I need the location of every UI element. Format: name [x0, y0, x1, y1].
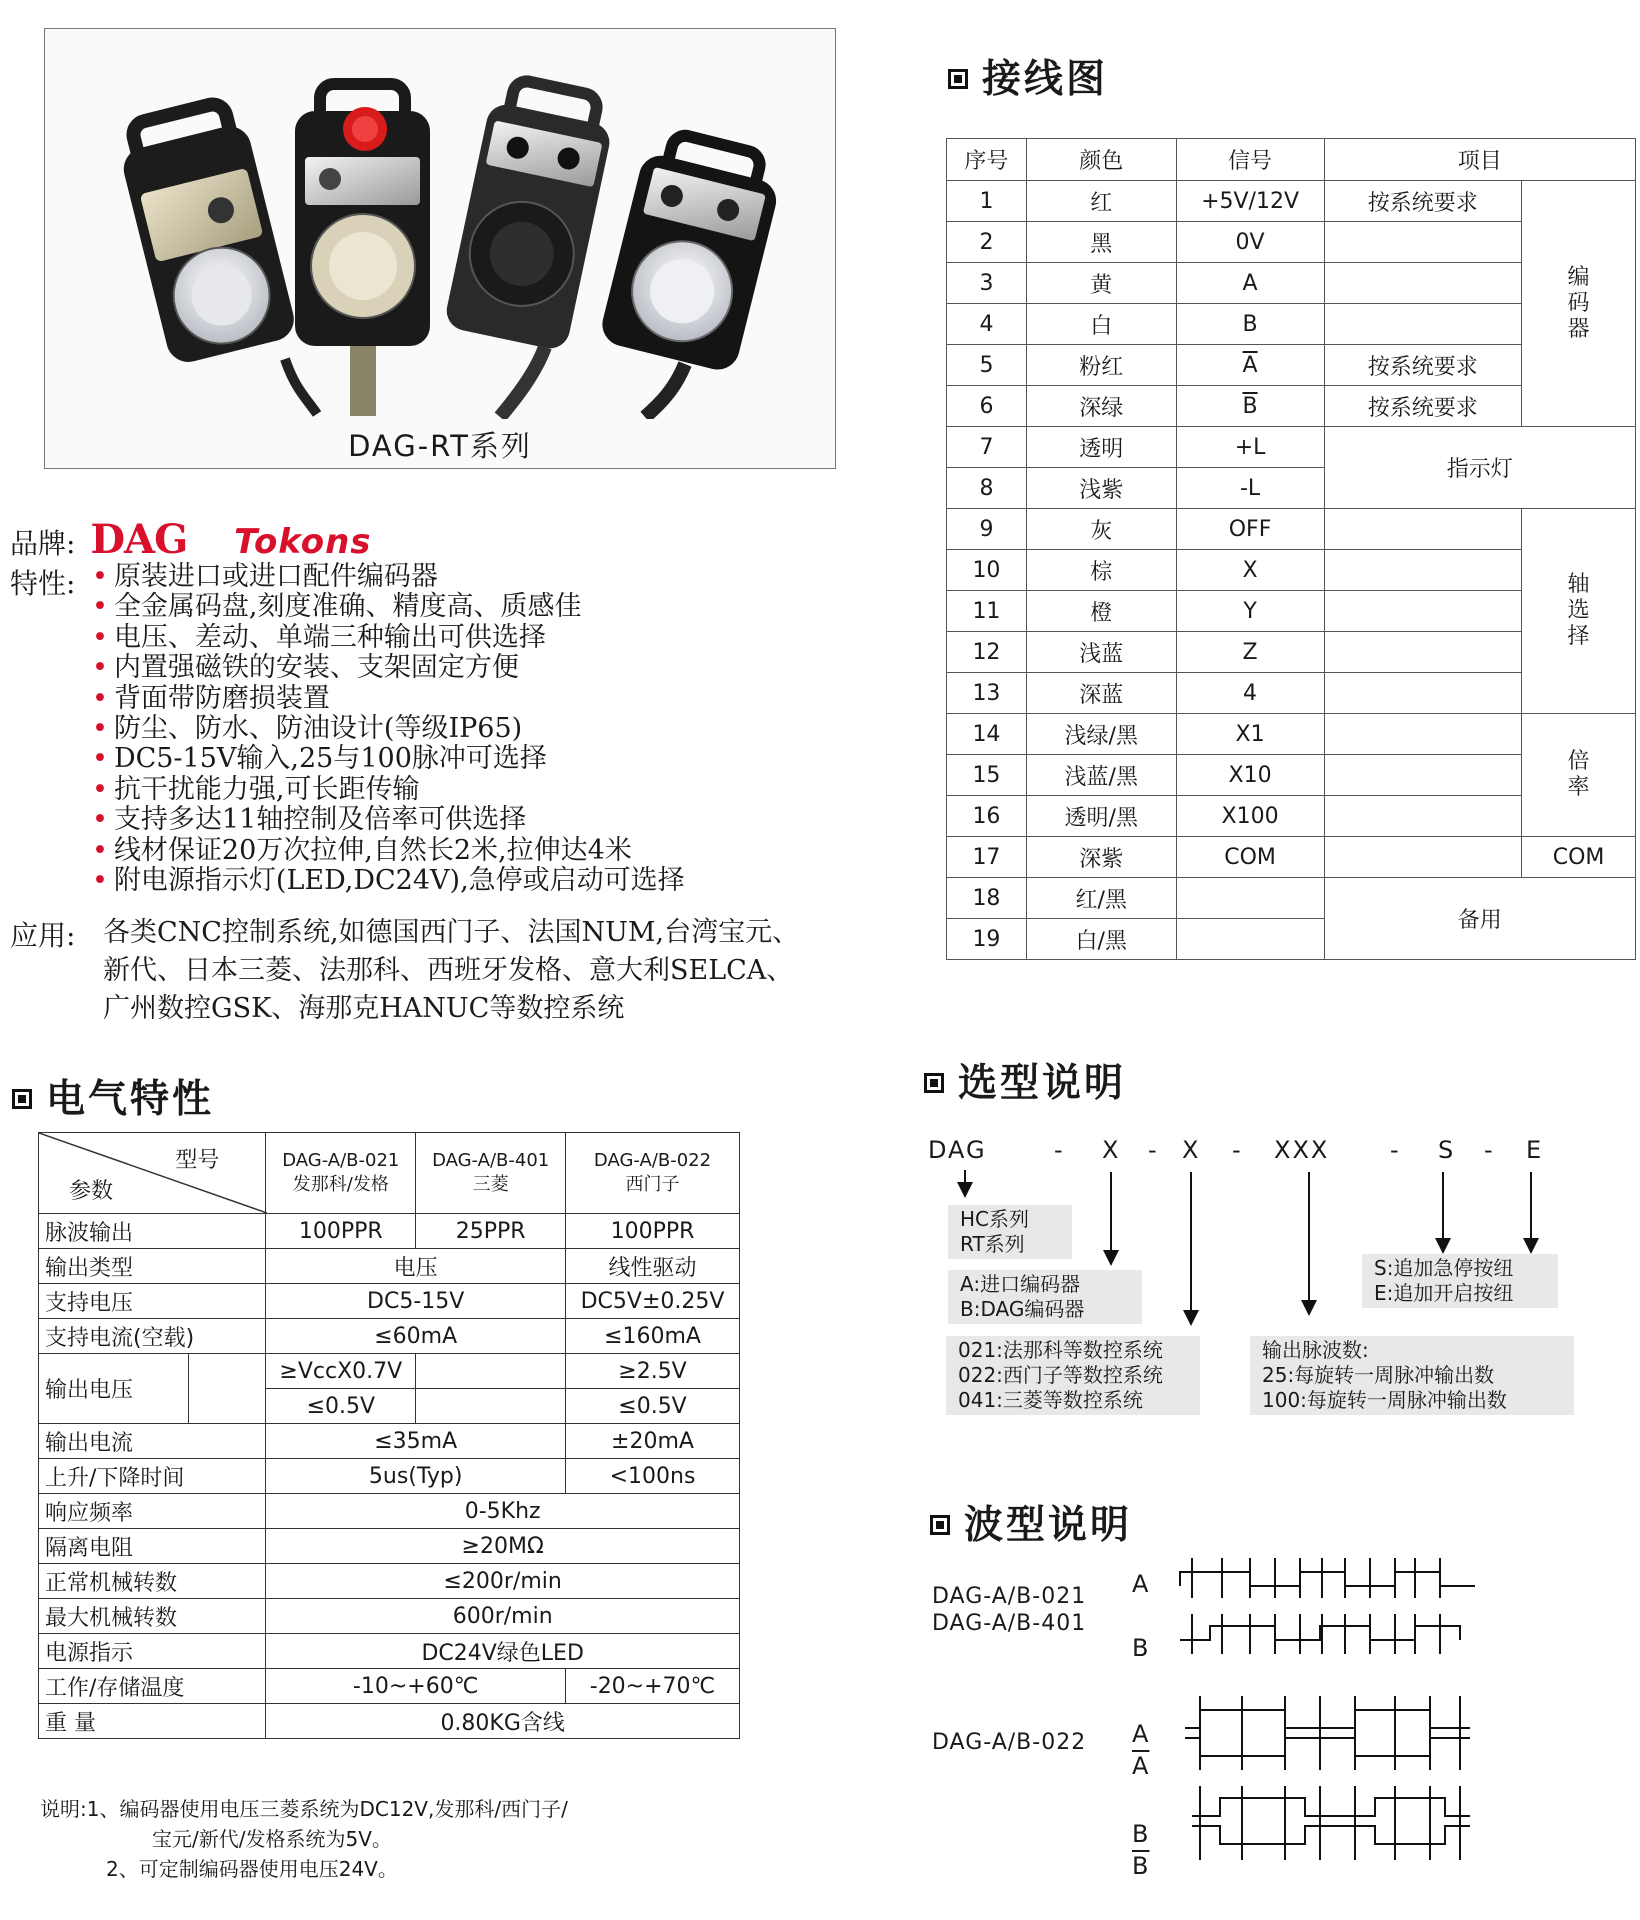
electrical-section-title — [12, 1068, 214, 1124]
signal-b-bar: $\overline{B}$ — [1242, 393, 1258, 419]
arrow-down-icon — [964, 1170, 966, 1184]
table-row — [39, 1249, 740, 1284]
param-label: 输出电压 — [39, 1354, 189, 1424]
code-part: - — [1232, 1136, 1243, 1164]
dag-logo: DAG — [90, 516, 188, 563]
table-row — [39, 1354, 740, 1389]
table-row — [39, 1634, 740, 1669]
table-row: 3 黄 A — [947, 263, 1636, 304]
code-part: - — [1484, 1136, 1495, 1164]
table-row: 17 深紫 COM COM — [947, 837, 1636, 878]
table-row — [39, 1669, 740, 1704]
table-row — [39, 1319, 740, 1354]
arrow-down-icon — [1308, 1172, 1310, 1302]
param-label: 响应频率 — [39, 1494, 266, 1529]
value-cell: 0.80KG含线 — [266, 1704, 740, 1739]
value-cell: ≤35mA — [266, 1424, 566, 1459]
wave-signal-label: $\overline{B}$ — [1132, 1852, 1150, 1880]
list-item: • 抗干扰能力强,可长距传输 — [92, 775, 685, 805]
signal-a-bar: $\overline{A}$ — [1242, 352, 1258, 378]
value-cell: <100ns — [566, 1459, 740, 1494]
handwheel-pendants-image — [45, 29, 835, 419]
note-line: 1、编码器使用电压三菱系统为DC12V,发那科/西门子/ — [86, 1797, 568, 1821]
table-row — [39, 1494, 740, 1529]
application-line: 各类CNC控制系统,如德国西门子、法国NUM,台湾宝元、 — [103, 917, 800, 948]
photo-caption: DAG-RT系列 — [348, 429, 532, 463]
code-part: S — [1438, 1136, 1456, 1164]
notes — [40, 1794, 568, 1884]
arrow-down-icon — [1110, 1172, 1112, 1252]
value-cell: 电压 — [266, 1249, 566, 1284]
button-option-box: S:追加急停按纽 E:追加开启按纽 — [1362, 1254, 1558, 1308]
code-part: X — [1102, 1136, 1121, 1164]
list-item: • 全金属码盘,刻度准确、精度高、质感佳 — [92, 592, 685, 622]
value-cell: ≥20MΩ — [266, 1529, 740, 1564]
waveform-diagram — [1170, 1550, 1550, 1890]
table-row — [39, 1564, 740, 1599]
group-axis: 轴选择 — [1522, 509, 1636, 714]
section-title-text: 接线图 — [982, 57, 1109, 102]
wave-signal-label: A — [1132, 1720, 1150, 1748]
application-line: 广州数控GSK、海那克HANUC等数控系统 — [103, 993, 625, 1024]
param-label: 脉波输出 — [39, 1214, 266, 1249]
group-rate: 倍率 — [1522, 714, 1636, 837]
electrical-spec-table — [38, 1132, 740, 1739]
group-indicator: 指示灯 — [1324, 427, 1636, 509]
table-row: 14 浅绿/黑 X1 倍率 — [947, 714, 1636, 755]
table-row — [39, 1529, 740, 1564]
pulse-box: 输出脉波数: 25:每旋转一周脉冲输出数 100:每旋转一周脉冲输出数 — [1250, 1336, 1574, 1415]
list-item: • 线材保证20万次拉伸,自然长2米,拉伸达4米 — [92, 836, 685, 866]
wave-model-label: DAG-A/B-021 — [932, 1584, 1087, 1609]
value-cell: 600r/min — [266, 1599, 740, 1634]
table-row — [39, 1214, 740, 1249]
code-part: E — [1526, 1136, 1544, 1164]
value-cell: DC5V±0.25V — [566, 1284, 740, 1319]
list-item: • 电压、差动、单端三种输出可供选择 — [92, 623, 685, 653]
wave-signal-label: B — [1132, 1634, 1150, 1662]
value-cell: 线性驱动 — [566, 1249, 740, 1284]
table-corner-cell — [39, 1133, 266, 1214]
section-title-text: 电气特性 — [46, 1077, 215, 1122]
code-part: DAG — [928, 1136, 987, 1164]
column-header: 信号 — [1176, 139, 1324, 181]
table-row: 18 红/黑 备用 — [947, 878, 1636, 919]
table-row: 8 浅紫 -L — [947, 468, 1636, 509]
param-label: 电源指示 — [39, 1634, 266, 1669]
model-header: DAG-A/B-021 发那科/发格 — [266, 1133, 416, 1214]
list-item: • 原装进口或进口配件编码器 — [92, 562, 685, 592]
value-cell: 5us(Typ) — [266, 1459, 566, 1494]
arrow-down-icon — [1442, 1172, 1444, 1240]
product-photo — [44, 28, 836, 469]
arrow-down-icon — [1530, 1172, 1532, 1240]
list-item: • 防尘、防水、防油设计(等级IP65) — [92, 714, 685, 744]
waveform-section-title — [930, 1494, 1132, 1550]
arrow-down-icon — [1190, 1172, 1192, 1312]
empty-cell — [416, 1389, 566, 1424]
note-line: 2、可定制编码器使用电压24V。 — [106, 1857, 398, 1881]
column-header: 项目 — [1324, 139, 1636, 181]
wave-model-label: DAG-A/B-401 — [932, 1611, 1087, 1636]
wave-model-label: DAG-A/B-022 — [932, 1730, 1087, 1755]
wiring-table — [946, 138, 1636, 960]
table-row: 15 浅蓝/黑 X10 — [947, 755, 1636, 796]
group-encoder: 编码器 — [1522, 181, 1636, 427]
note-line: 宝元/新代/发格系统为5V。 — [152, 1827, 392, 1851]
param-label: 隔离电阻 — [39, 1529, 266, 1564]
table-row: 4 白 B — [947, 304, 1636, 345]
value-cell: 25PPR — [416, 1214, 566, 1249]
table-row: 16 透明/黑 X100 — [947, 796, 1636, 837]
group-com: COM — [1522, 837, 1636, 878]
table-row: 1 红 +5V/12V 按系统要求 编码器 — [947, 181, 1636, 222]
param-label: 最大机械转数 — [39, 1599, 266, 1634]
code-part: XXX — [1274, 1136, 1330, 1164]
application-text — [103, 914, 863, 1028]
features-label: 特性: — [10, 567, 76, 600]
table-row: 6 深绿 $\overline{B}$ 按系统要求 — [947, 386, 1636, 427]
table-row — [39, 1424, 740, 1459]
table-row: 10 棕 X — [947, 550, 1636, 591]
series-box: HC系列 RT系列 — [948, 1205, 1072, 1259]
table-header-row — [947, 139, 1636, 181]
param-label: 重 量 — [39, 1704, 266, 1739]
square-bullet-icon — [12, 1089, 32, 1109]
value-cell: ≥VccX0.7V — [266, 1354, 416, 1389]
section-title-text: 选型说明 — [958, 1061, 1127, 1106]
param-label: 工作/存储温度 — [39, 1669, 266, 1704]
table-row — [39, 1599, 740, 1634]
value-cell: -20~+70℃ — [566, 1669, 740, 1704]
wave-signal-label: A — [1132, 1570, 1150, 1598]
param-label: 正常机械转数 — [39, 1564, 266, 1599]
corner-bottom-label: 参数 — [69, 1179, 114, 1204]
code-part: - — [1054, 1136, 1065, 1164]
param-label: 上升/下降时间 — [39, 1459, 266, 1494]
value-cell: ≤200r/min — [266, 1564, 740, 1599]
value-cell: ≤0.5V — [566, 1389, 740, 1424]
brand-row — [10, 516, 372, 563]
encoder-box: A:进口编码器 B:DAG编码器 — [948, 1270, 1142, 1324]
table-row: 19 白/黑 — [947, 919, 1636, 960]
value-cell: -10~+60℃ — [266, 1669, 566, 1704]
wave-signal-label: $\overline{A}$ — [1132, 1752, 1150, 1780]
value-cell: ±20mA — [566, 1424, 740, 1459]
table-row: 5 粉红 $\overline{A}$ 按系统要求 — [947, 345, 1636, 386]
value-cell: ≤0.5V — [266, 1389, 416, 1424]
table-row — [39, 1704, 740, 1739]
list-item: • DC5-15V输入,25与100脉冲可选择 — [92, 744, 685, 774]
param-label: 支持电压 — [39, 1284, 266, 1319]
code-part: X — [1182, 1136, 1201, 1164]
application-label: 应用: — [10, 919, 76, 952]
table-row — [39, 1284, 740, 1319]
value-cell: 100PPR — [266, 1214, 416, 1249]
corner-top-label: 型号 — [175, 1148, 220, 1173]
system-box: 021:法那科等数控系统 022:西门子等数控系统 041:三菱等数控系统 — [946, 1336, 1200, 1415]
param-label: 支持电流(空载) — [39, 1319, 266, 1354]
empty-cell — [416, 1354, 566, 1389]
list-item: • 内置强磁铁的安装、支架固定方便 — [92, 653, 685, 683]
value-cell: ≥2.5V — [566, 1354, 740, 1389]
param-label: 输出类型 — [39, 1249, 266, 1284]
table-row: 7 透明 +L 指示灯 — [947, 427, 1636, 468]
brand-label: 品牌: — [10, 527, 76, 560]
value-cell: 0-5Khz — [266, 1494, 740, 1529]
value-cell: DC24V绿色LED — [266, 1634, 740, 1669]
code-part: - — [1148, 1136, 1159, 1164]
model-header: DAG-A/B-022 西门子 — [566, 1133, 740, 1214]
list-item: • 背面带防磨损装置 — [92, 684, 685, 714]
wiring-section-title — [948, 48, 1108, 104]
table-row: 9 灰 OFF 轴选择 — [947, 509, 1636, 550]
features-list — [92, 562, 685, 896]
table-row: 11 橙 Y — [947, 591, 1636, 632]
tokons-logo: Tokons — [234, 522, 372, 562]
table-row: 12 浅蓝 Z — [947, 632, 1636, 673]
list-item: • 附电源指示灯(LED,DC24V),急停或启动可选择 — [92, 866, 685, 896]
section-title-text: 波型说明 — [964, 1503, 1133, 1548]
value-cell: ≤60mA — [266, 1319, 566, 1354]
notes-prefix: 说明: — [40, 1797, 87, 1821]
param-label: 输出电流 — [39, 1424, 266, 1459]
square-bullet-icon — [948, 69, 968, 89]
table-row: 2 黑 0V — [947, 222, 1636, 263]
selection-section-title — [924, 1052, 1126, 1108]
square-bullet-icon — [924, 1073, 944, 1093]
column-header: 颜色 — [1026, 139, 1176, 181]
group-spare: 备用 — [1324, 878, 1636, 960]
table-row — [39, 1459, 740, 1494]
value-cell: DC5-15V — [266, 1284, 566, 1319]
value-cell: 100PPR — [566, 1214, 740, 1249]
code-part: - — [1390, 1136, 1401, 1164]
value-cell: ≤160mA — [566, 1319, 740, 1354]
empty-cell — [188, 1354, 266, 1424]
list-item: • 支持多达11轴控制及倍率可供选择 — [92, 805, 685, 835]
table-row: 13 深蓝 4 — [947, 673, 1636, 714]
wave-signal-label: B — [1132, 1820, 1150, 1848]
application-line: 新代、日本三菱、法那科、西班牙发格、意大利SELCA、 — [103, 955, 794, 986]
square-bullet-icon — [930, 1515, 950, 1535]
column-header: 序号 — [947, 139, 1027, 181]
model-header: DAG-A/B-401 三菱 — [416, 1133, 566, 1214]
